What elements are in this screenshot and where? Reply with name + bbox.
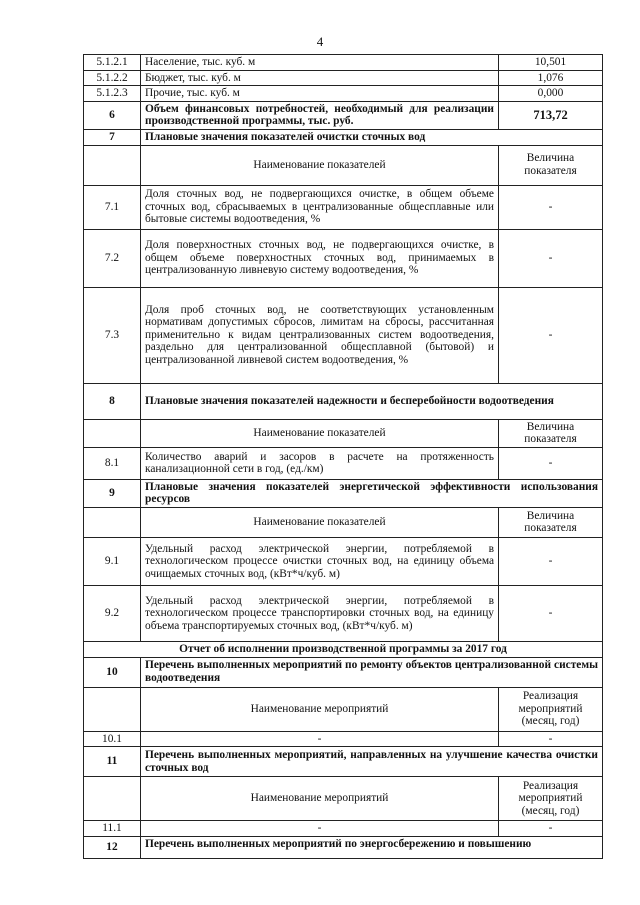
indicator-row xyxy=(84,447,603,479)
column-header-name: Наименование показателей xyxy=(141,145,499,185)
report-caption: Отчет об исполнении производственной программы за 2017 год xyxy=(84,641,603,657)
column-header-value: Величина показателя xyxy=(499,507,603,537)
section-12-row xyxy=(84,836,603,858)
section-title: Плановые значения показателей надежности и бесперебойности водоотведения xyxy=(141,383,603,419)
column-header-name: Наименование показателей xyxy=(141,507,499,537)
indicator-text: Доля сточных вод, не подвергающихся очистке, в общем объеме сточных вод, сбрасываемых в централизованные общесплавные или бытовые системы водоотведения, % xyxy=(141,185,499,229)
section-7-row xyxy=(84,129,603,145)
section-6-row xyxy=(84,101,603,129)
financial-value: 713,72 xyxy=(499,101,603,129)
column-header-value: Реализация мероприятий (месяц, год) xyxy=(499,687,603,731)
activity-text: - xyxy=(141,821,499,837)
activity-text: - xyxy=(141,731,499,747)
row-number: 5.1.2.1 xyxy=(84,55,141,71)
section-11-row xyxy=(84,747,603,777)
column-header-name: Наименование мероприятий xyxy=(141,777,499,821)
column-header-row xyxy=(84,419,603,447)
indicator-text: Доля поверхностных сточных вод, не подвергающихся очистке, в общем объеме поверхностных сточных вод, принимаемых в централизованную ливневую систему водоотведения, % xyxy=(141,229,499,287)
activity-number: 10.1 xyxy=(84,731,141,747)
indicator-number: 9.2 xyxy=(84,585,141,641)
indicator-value: - xyxy=(499,185,603,229)
activity-value: - xyxy=(499,821,603,837)
indicator-number: 7.1 xyxy=(84,185,141,229)
section-number: 11 xyxy=(84,747,141,777)
indicator-row xyxy=(84,287,603,383)
column-header-value: Реализация мероприятий (месяц, год) xyxy=(499,777,603,821)
row-text: Бюджет, тыс. куб. м xyxy=(141,70,499,86)
report-caption-row xyxy=(84,641,603,657)
row-text: Прочие, тыс. куб. м xyxy=(141,86,499,102)
indicator-number: 7.2 xyxy=(84,229,141,287)
indicator-value: - xyxy=(499,229,603,287)
table-row xyxy=(84,86,603,102)
indicator-text: Удельный расход электрической энергии, потребляемой в технологическом процессе транспортировки сточных вод, на единицу объема транспортируемых сточных вод, (кВт*ч/куб. м) xyxy=(141,585,499,641)
row-value: 10,501 xyxy=(499,55,603,71)
indicator-row xyxy=(84,537,603,585)
row-value: 0,000 xyxy=(499,86,603,102)
indicator-text: Количество аварий и засоров в расчете на протяженность канализационной сети в год, (ед./км) xyxy=(141,447,499,479)
section-title: Перечень выполненных мероприятий, направленных на улучшение качества очистки сточных вод xyxy=(141,747,603,777)
indicator-row xyxy=(84,585,603,641)
indicator-row xyxy=(84,229,603,287)
section-title: Плановые значения показателей энергетической эффективности использования ресурсов xyxy=(141,479,603,507)
column-header-value: Величина показателя xyxy=(499,145,603,185)
section-number: 8 xyxy=(84,383,141,419)
indicator-number: 9.1 xyxy=(84,537,141,585)
section-title: Плановые значения показателей очистки сточных вод xyxy=(141,129,603,145)
column-header-name: Наименование мероприятий xyxy=(141,687,499,731)
section-title: Перечень выполненных мероприятий по ремонту объектов централизованной системы водоотведения xyxy=(141,657,603,687)
section-number: 9 xyxy=(84,479,141,507)
row-number: 5.1.2.2 xyxy=(84,70,141,86)
section-title: Перечень выполненных мероприятий по энергосбережению и повышению xyxy=(141,836,603,858)
section-number: 7 xyxy=(84,129,141,145)
activity-number: 11.1 xyxy=(84,821,141,837)
activity-row xyxy=(84,731,603,747)
section-number: 10 xyxy=(84,657,141,687)
indicator-value: - xyxy=(499,585,603,641)
activity-value: - xyxy=(499,731,603,747)
indicator-row xyxy=(84,185,603,229)
section-9-row xyxy=(84,479,603,507)
indicator-value: - xyxy=(499,447,603,479)
activity-row xyxy=(84,821,603,837)
page-number: 4 xyxy=(316,34,324,49)
section-8-row xyxy=(84,383,603,419)
section-number: 6 xyxy=(84,101,141,129)
indicator-value: - xyxy=(499,287,603,383)
row-text: Население, тыс. куб. м xyxy=(141,55,499,71)
indicator-text: Доля проб сточных вод, не соответствующих установленным нормативам допустимых сбросов, лимитам на сбросы, рассчитанная применительно к видам централизованных систем водоотведения, раздельно для централизованной общесплавной (бытовой) и централизованной ливневой систем водоотведения, % xyxy=(141,287,499,383)
section-number: 12 xyxy=(84,836,141,858)
row-value: 1,076 xyxy=(499,70,603,86)
column-header-value: Величина показателя xyxy=(499,419,603,447)
column-header-row xyxy=(84,145,603,185)
table-row xyxy=(84,55,603,71)
program-table xyxy=(83,54,603,859)
section-10-row xyxy=(84,657,603,687)
column-header-row xyxy=(84,777,603,821)
indicator-value: - xyxy=(499,537,603,585)
indicator-text: Удельный расход электрической энергии, потребляемой в технологическом процессе очистки сточных вод, на единицу объема очищаемых сточных вод, (кВт*ч/куб. м) xyxy=(141,537,499,585)
column-header-row xyxy=(84,507,603,537)
section-title: Объем финансовых потребностей, необходимый для реализации производственной программы, тыс. руб. xyxy=(141,101,499,129)
row-number: 5.1.2.3 xyxy=(84,86,141,102)
column-header-row xyxy=(84,687,603,731)
table-row xyxy=(84,70,603,86)
indicator-number: 8.1 xyxy=(84,447,141,479)
indicator-number: 7.3 xyxy=(84,287,141,383)
column-header-name: Наименование показателей xyxy=(141,419,499,447)
